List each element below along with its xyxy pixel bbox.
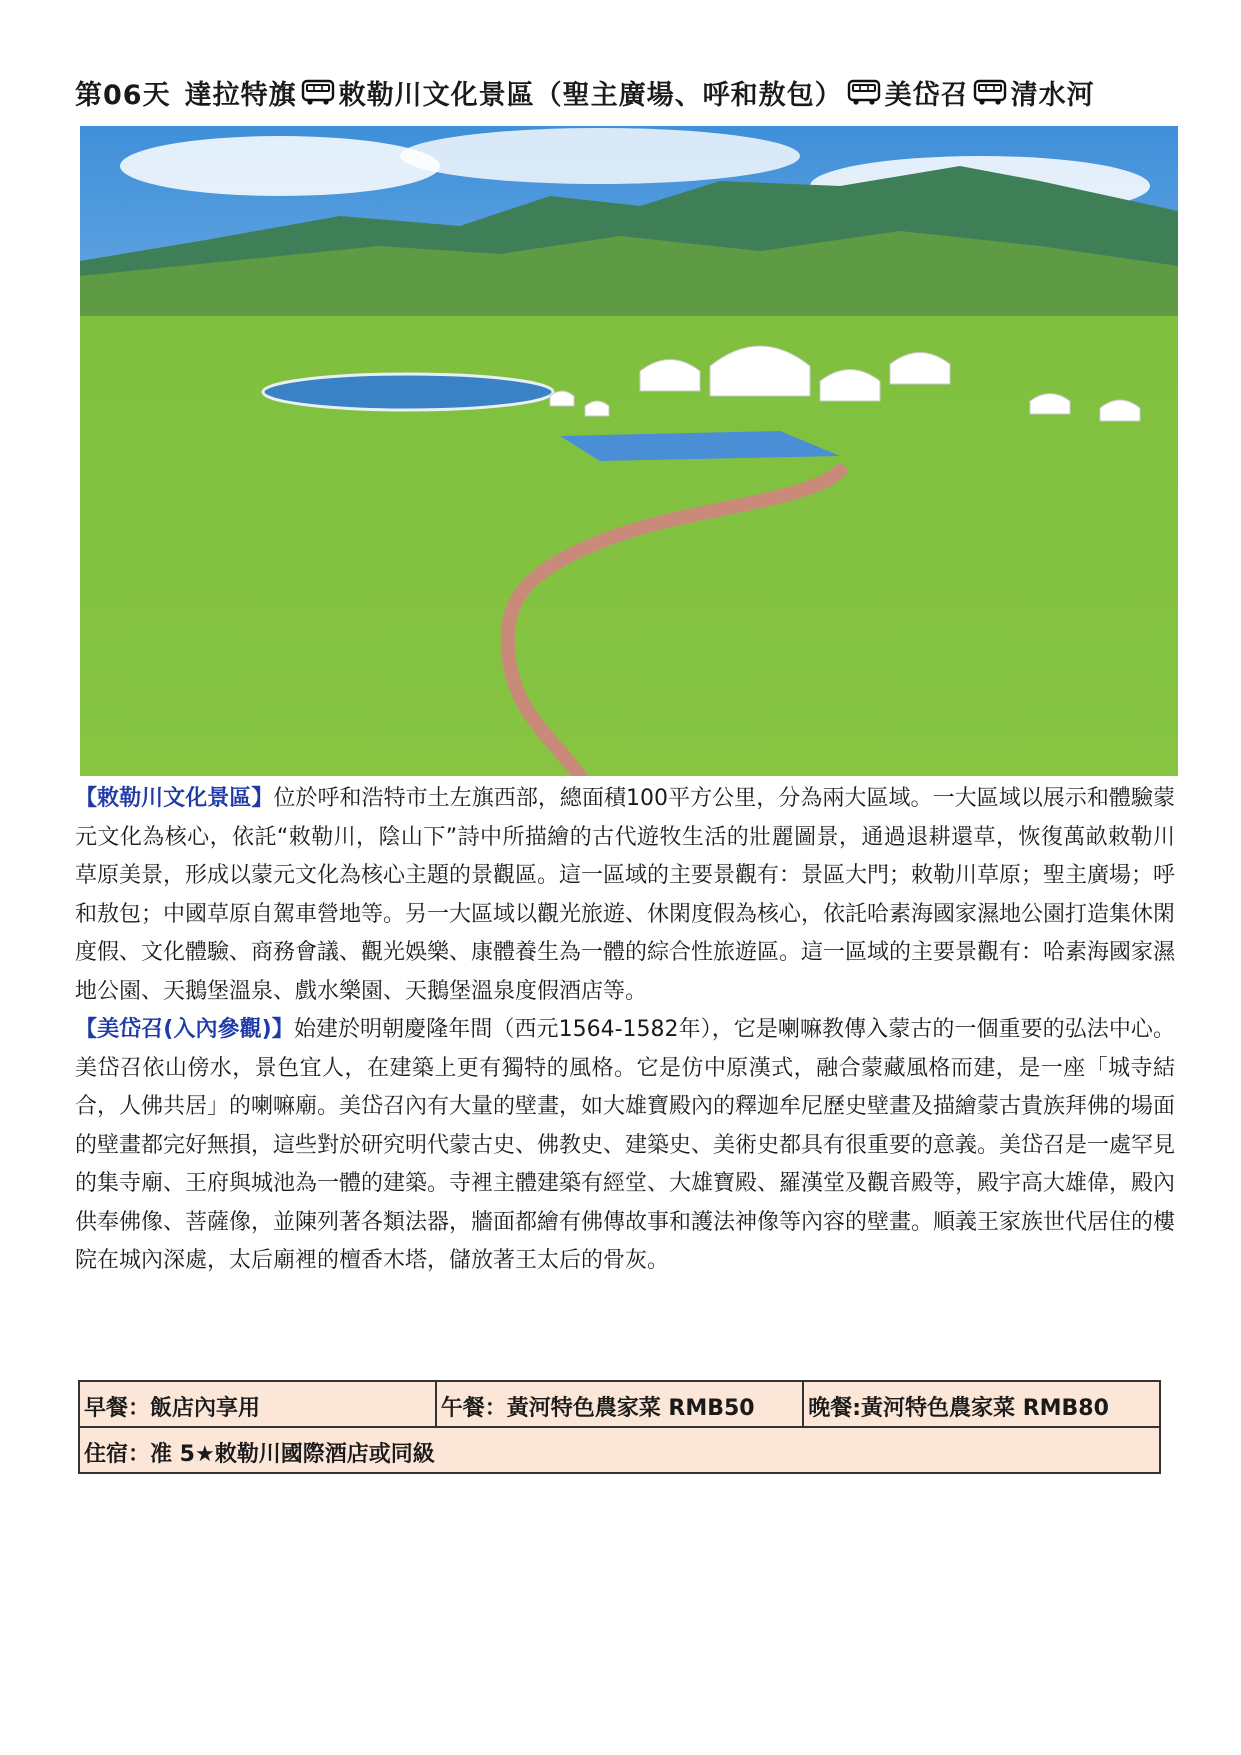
- section-heading: 【敕勒川文化景區】: [75, 786, 274, 811]
- section-chilechuan: [75, 780, 1175, 1011]
- grassland-yurt-camp-photo: [80, 126, 1178, 776]
- bus-icon: [847, 78, 881, 106]
- stop-chilechuan: 敕勒川文化景區（聖主廣場、呼和敖包）: [338, 79, 843, 111]
- section-text: 始建於明朝慶隆年間（西元1564-1582年），它是喇嘛教傳入蒙古的一個重要的弘法中心。美岱召依山傍水，景色宜人，在建築上更有獨特的風格。它是仿中原漢式，融合蒙藏風格而建，是一座「城寺結合，人佛共居」的喇嘛廟。美岱召內有大量的壁畫，如大雄寶殿內的釋迦牟尼歷史壁畫及描繪蒙古貴族拜佛的場面的壁畫都完好無損，這些對於研究明代蒙古史、佛教史、建築史、美術史都具有很重要的意義。美岱召是一處罕見的集寺廟、王府與城池為一體的建築。寺裡主體建築有經堂、大雄寶殿、羅漢堂及觀音殿等，殿宇高大雄偉，殿內供奉佛像、菩薩像，並陳列著各類法器，牆面都繪有佛傳故事和護法神像等內容的壁畫。順義王家族世代居住的樓院在城內深處，太后廟裡的檀香木塔，儲放著王太后的骨灰。: [75, 1017, 1176, 1273]
- meals-table: [78, 1380, 1161, 1474]
- bus-icon: [973, 78, 1007, 106]
- breakfast-cell: 早餐：飯店內享用: [79, 1381, 436, 1427]
- stop-dalat: 達拉特旗: [184, 79, 297, 111]
- meals-row: [79, 1381, 1160, 1427]
- section-text: 位於呼和浩特市土左旗西部，總面積100平方公里，分為兩大區域。一大區域以展示和體驗蒙元文化為核心，依託“敕勒川，陰山下”詩中所描繪的古代遊牧生活的壯麗圖景，通過退耕還草，恢復萬畝敕勒川草原美景，形成以蒙元文化為核心主題的景觀區。這一區域的主要景觀有：景區大門；敕勒川草原；聖主廣場；呼和敖包；中國草原自駕車營地等。另一大區域以觀光旅遊、休閑度假為核心，依託哈素海國家濕地公園打造集休閑度假、文化體驗、商務會議、觀光娛樂、康體養生為一體的綜合性旅遊區。這一區域的主要景觀有：哈素海國家濕地公園、天鵝堡溫泉、戲水樂園、天鵝堡溫泉度假酒店等。: [75, 786, 1176, 1004]
- hotel-cell: 住宿：准 5★敕勒川國際酒店或同級: [79, 1427, 1160, 1473]
- stop-qingshuihe: 清水河: [1010, 79, 1095, 111]
- section-meidaizhao: [75, 1011, 1175, 1281]
- section-heading: 【美岱召(入內參觀)】: [75, 1017, 294, 1042]
- itinerary-title: [75, 72, 1175, 112]
- day-label: 第06天: [75, 79, 171, 111]
- stop-meidaizhao: 美岱召: [884, 79, 969, 111]
- description-body: [75, 780, 1175, 1281]
- dinner-cell: 晚餐:黃河特色農家菜 RMB80: [803, 1381, 1160, 1427]
- lunch-cell: 午餐：黃河特色農家菜 RMB50: [436, 1381, 804, 1427]
- hotel-row: [79, 1427, 1160, 1473]
- bus-icon: [301, 78, 335, 106]
